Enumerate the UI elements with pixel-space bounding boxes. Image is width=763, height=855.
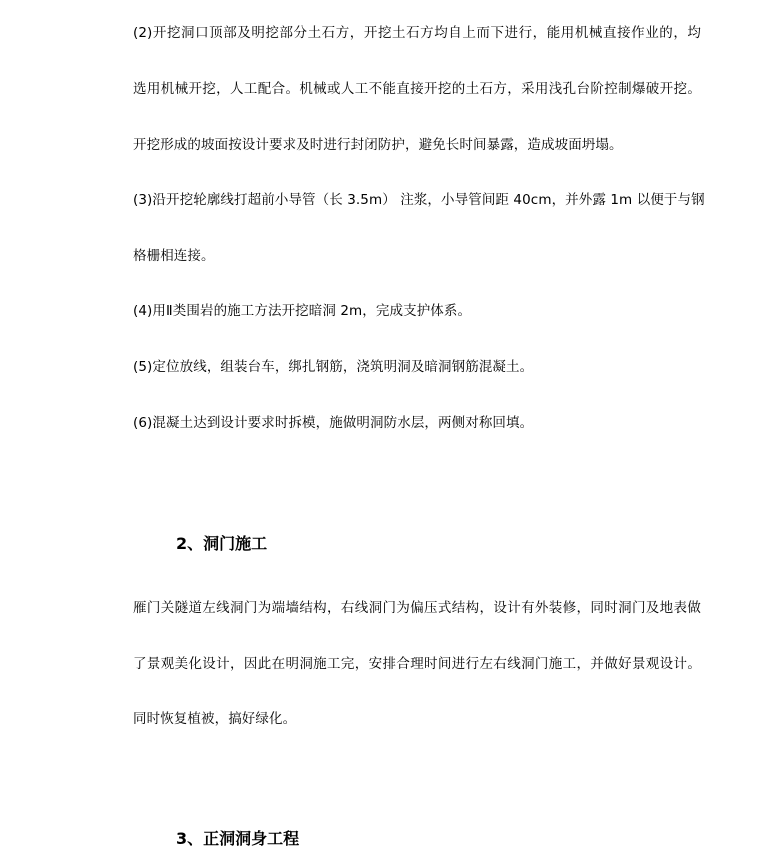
paragraph-line: 格栅相连接。 xyxy=(133,248,215,264)
paragraph-line: (6)混凝土达到设计要求时拆模，施做明洞防水层，两侧对称回填。 xyxy=(133,415,534,431)
paragraph-line: (3)沿开挖轮廓线打超前小导管（长 3.5m） 注浆，小导管间距 40cm，并外露 1m 以便于与钢 xyxy=(133,192,705,208)
paragraph-line: (5)定位放线，组装台车，绑扎钢筋，浇筑明洞及暗洞钢筋混凝土。 xyxy=(133,359,534,375)
paragraph-line: 雁门关隧道左线洞门为端墙结构，右线洞门为偏压式结构，设计有外装修，同时洞门及地表做 xyxy=(133,600,701,616)
paragraph-line: 选用机械开挖，人工配合。机械或人工不能直接开挖的土石方，采用浅孔台阶控制爆破开挖。 xyxy=(133,81,701,97)
paragraph-line: 同时恢复植被，搞好绿化。 xyxy=(133,711,297,727)
paragraph-line: 了景观美化设计，因此在明洞施工完，安排合理时间进行左右线洞门施工，并做好景观设计。 xyxy=(133,656,701,672)
section-heading: 2、洞门施工 xyxy=(176,534,268,553)
paragraph-line: (2)开挖洞口顶部及明挖部分土石方，开挖土石方均自上而下进行，能用机械直接作业的，均 xyxy=(133,25,701,41)
paragraph-line: (4)用Ⅱ类围岩的施工方法开挖暗洞 2m，完成支护体系。 xyxy=(133,303,472,319)
paragraph-line: 开挖形成的坡面按设计要求及时进行封闭防护，避免长时间暴露，造成坡面坍塌。 xyxy=(133,137,623,153)
section-heading: 3、正洞洞身工程 xyxy=(176,829,300,848)
